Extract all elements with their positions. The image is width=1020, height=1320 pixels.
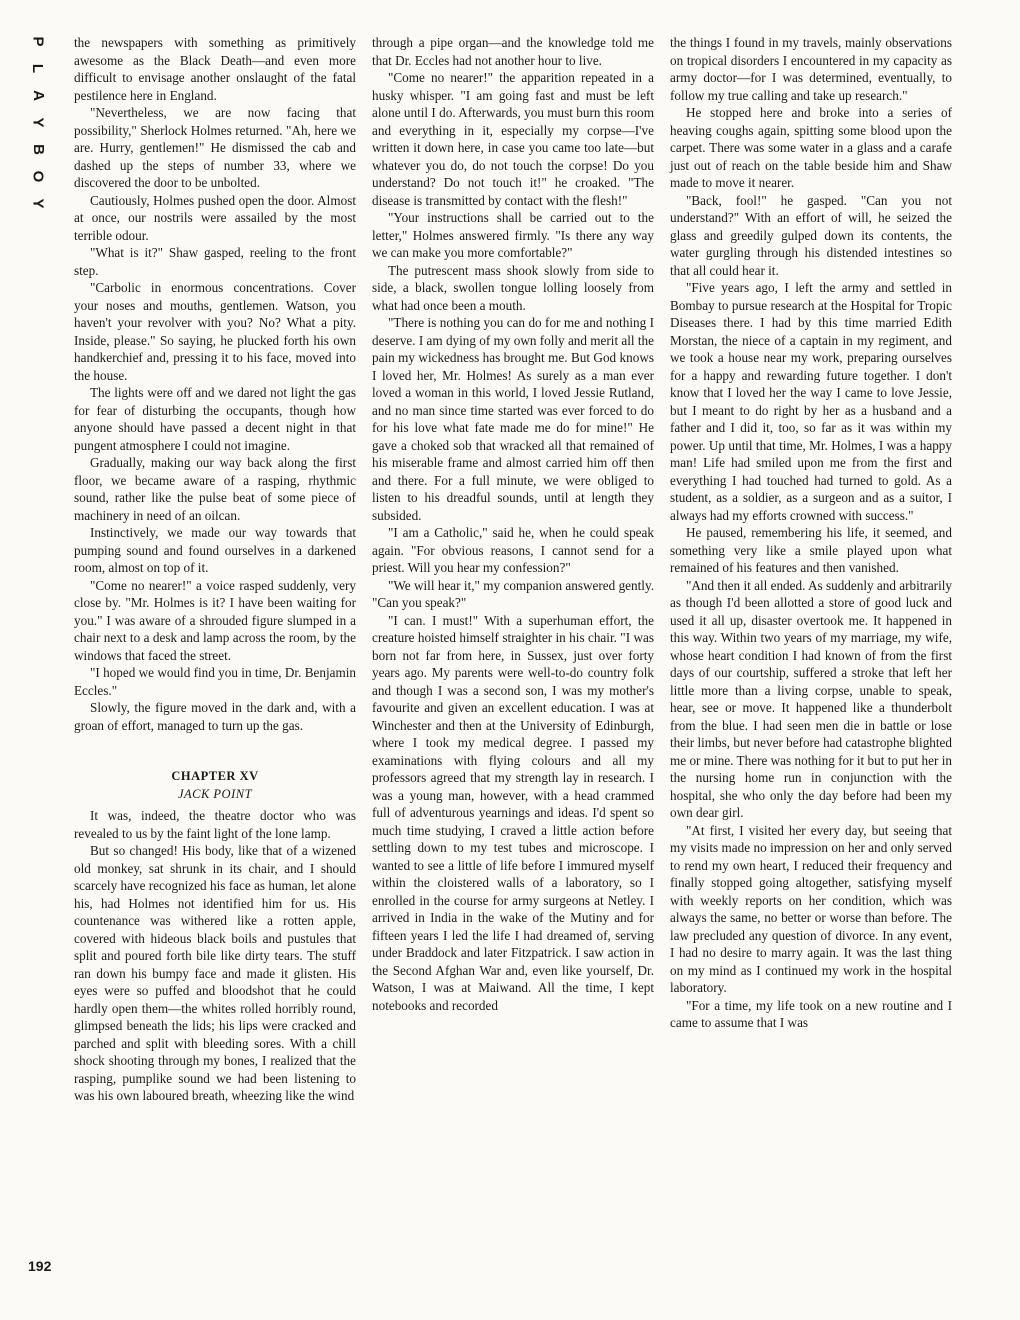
paragraph: He stopped here and broke into a series of heaving coughs again, spitting some blood upon the carpet. There was some water in a glass and a carafe just out of reach on the table beside him and Shaw made to move it nearer. [670, 105, 952, 190]
paragraph: "Carbolic in enormous concentrations. Cover your noses and mouths, gentlemen. Watson, you haven't your revolver with you? No? What a pity. Inside, please." So saying, he plucked forth his own handkerchief and, pressing it to his face, moved into the house. [74, 280, 356, 383]
chapter-title: JACK POINT [177, 786, 253, 801]
chapter-heading [74, 768, 356, 803]
paragraph: "Your instructions shall be carried out to the letter," Holmes answered firmly. "Is there any way we can make you more comfortable?" [372, 210, 654, 260]
text-column-2 [372, 34, 654, 1014]
paragraph: "For a time, my life took on a new routine and I came to assume that I was [670, 997, 952, 1030]
masthead-letter: A [29, 90, 47, 101]
paragraph: "Come no nearer!" a voice rasped suddenly, very close by. "Mr. Holmes is it? I have been waiting for you." I was aware of a shrouded figure slumped in a chair next to a desk and lamp across the room, by the windows that faced the street. [74, 577, 356, 663]
masthead-letter: O [29, 170, 47, 183]
paragraph: Gradually, making our way back along the first floor, we became aware of a rasping, rhythmic sound, rather like the pulse beat of some piece of machinery in need of an oilcan. [74, 455, 356, 523]
paragraph: Cautiously, Holmes pushed open the door. Almost at once, our nostrils were assailed by the most terrible odour. [74, 192, 356, 243]
masthead-letter: P [29, 36, 47, 47]
paragraph: "And then it all ended. As suddenly and arbitrarily as though I'd been allotted a store of good luck and used it all up, disaster overtook me. It happened in this way. Within two years of my marriage, my wife, whose heart condition I had known of from the first days of our courtship, suffered a stroke that left her little more than a living corpse, unable to speak, hear, see or move. It happened like a thunderbolt from the blue. I had seen men die in battle or lose their limbs, but never before had catastrophe blighted me or mine. There was nothing for it but to put her in the nursing home run in conjunction with the hospital, she who only the day before had been my own dear girl. [670, 577, 952, 820]
paragraph: "What is it?" Shaw gasped, reeling to the front step. [74, 245, 356, 278]
masthead-vertical [26, 28, 50, 217]
paragraph: through a pipe organ—and the knowledge told me that Dr. Eccles had not another hour to live. [372, 35, 654, 68]
paragraph: "I can. I must!" With a superhuman effort, the creature hoisted himself straighter in his chair. "I was born not far from here, in Sussex, just over forty years ago. My parents were well-to-do country folk and though I was a second son, I was my mother's favourite and given an excellent education. I was at Winchester and then at the University of Edinburgh, where I took my medical degree. I passed my examinations with flying colours and all my professors agreed that my strength lay in research. I was a young man, however, with a head crammed full of adventurous yearnings and ideas. I'd spent so much time studying, I craved a little action before settling down to my test tubes and microscope. I wanted to see a little of life before I immured myself within the cloistered walls of a laboratory, so I enrolled in the course for army surgeons at Netley. I arrived in India in the wake of the Mutiny and for fifteen years I led the life I had dreamed of, serving under Braddock and later Fitzpatrick. I saw action in the Second Afghan War and, even like yourself, Dr. Watson, I was at Maiwand. All the time, I kept notebooks and recorded [372, 612, 654, 1013]
paragraph: Slowly, the figure moved in the dark and, with a groan of effort, managed to turn up the gas. [74, 700, 356, 733]
masthead-letter: Y [29, 117, 47, 128]
paragraph: The lights were off and we dared not light the gas for fear of disturbing the occupants, though how anyone should have passed a decent night in that pungent atmosphere I could not imagine. [74, 385, 356, 453]
text-column-1 [74, 34, 356, 1105]
chapter-number: CHAPTER XV [171, 769, 259, 783]
paragraph: "There is nothing you can do for me and nothing I deserve. I am dying of my own folly and merit all the pain my wickedness has brought me. But God knows I loved her, Mr. Holmes! As surely as a man ever loved a woman in this world, I loved Jessie Rutland, and no man since time started was ever forced to do for his love what fate made me do for mine!" He gave a choked sob that wracked all that remained of his miserable frame and almost carried him off then and there. For a full minute, we were obliged to listen to his dreadful sounds, until at length they subsided. [372, 315, 654, 523]
paragraph: "Five years ago, I left the army and settled in Bombay to pursue research at the Hospital for Tropic Diseases there. I had by this time married Edith Morstan, the niece of a captain in my regiment, and we took a house near my work, preparing ourselves for a happy and rewarding future together. I don't know that I loved her the way I came to love Jessie, but I meant to do right by her as a husband and a father and I did it, too, so far as it was within my power. Up until that time, Mr. Holmes, I was a happy man! Life had smiled upon me from the first and everything I had touched had turned to gold. As a student, as a soldier, as a surgeon and as a suitor, I always had my efforts crowned with success." [670, 280, 952, 523]
paragraph: "I hoped we would find you in time, Dr. Benjamin Eccles." [74, 665, 356, 698]
paragraph: It was, indeed, the theatre doctor who was revealed to us by the faint light of the lone lamp. [74, 808, 356, 841]
paragraph: Instinctively, we made our way towards that pumping sound and found ourselves in a darkened room, almost on top of it. [74, 525, 356, 575]
paragraph: The putrescent mass shook slowly from side to side, a black, swollen tongue lolling loosely from what had once been a mouth. [372, 262, 654, 313]
paragraph: "I am a Catholic," said he, when he could speak again. "For obvious reasons, I cannot send for a priest. Will you hear my confession?" [372, 525, 654, 575]
paragraph: "Come no nearer!" the apparition repeated in a husky whisper. "I am going fast and must be left alone until I do. Afterwards, you must burn this room and everything in it, especially my corpse—I've written it down here, in case you came too late—but whatever you do, do not touch the corpse! Do you understand? Do not touch it!" he croaked. "The disease is transmitted by contact with the flesh!" [372, 70, 654, 208]
page-number: 192 [28, 1258, 52, 1274]
masthead-letter: L [29, 63, 47, 74]
paragraph: But so changed! His body, like that of a wizened old monkey, sat shrunk in its chair, and I should scarcely have recognized his face as human, let alone his, had Holmes not identified him for us. His countenance was withered like a rotten apple, covered with hideous black boils and pustules that split and poured forth bile like dirty tears. The stuff ran down his bumpy face and made it glisten. His eyes were so puffed and bloodshot that he could hardly open them—the whites rolled horribly round, glimpsed beneath the lids; his lips were cracked and parched and split with bleeding sores. With a chill shock shooting through my bones, I realized that the rasping, pumplike sound we had been listening to was his own laboured breath, wheezing like the wind [74, 843, 356, 1103]
paragraph: "At first, I visited her every day, but seeing that my visits made no impression on her and only served to rend my own heart, I reduced their frequency and finally stopped going altogether, satisfying myself with weekly reports on her condition, which was always the same, no better or worse than before. The law precluded any question of divorce. In any event, I had no desire to marry again. It was the last thing on my mind as I continued my work in the hospital laboratory. [670, 822, 952, 995]
text-column-3 [670, 34, 952, 1032]
paragraph: the things I found in my travels, mainly observations on tropical disorders I encountered in my capacity as army doctor—for I was determined, eventually, to follow my true calling and take up research." [670, 35, 952, 103]
paragraph: "Nevertheless, we are now facing that possibility," Sherlock Holmes returned. "Ah, here we are. Hurry, gentlemen!" He dismissed the cab and dashed up the steps of number 33, where we discovered the door to be unbolted. [74, 105, 356, 190]
masthead-letter: Y [29, 198, 47, 209]
paragraph: He paused, remembering his life, it seemed, and something very like a smile played upon what remained of his features and then vanished. [670, 525, 952, 575]
masthead-letter: B [29, 144, 47, 155]
paragraph: the newspapers with something as primitively awesome as the Black Death—and even more difficult to envisage another onslaught of the fatal pestilence here in England. [74, 35, 356, 103]
paragraph: "Back, fool!" he gasped. "Can you not understand?" With an effort of will, he seized the glass and greedily gulped down its contents, the water gurgling through his distended intestines so that all could hear it. [670, 192, 952, 278]
paragraph: "We will hear it," my companion answered gently. "Can you speak?" [372, 577, 654, 610]
